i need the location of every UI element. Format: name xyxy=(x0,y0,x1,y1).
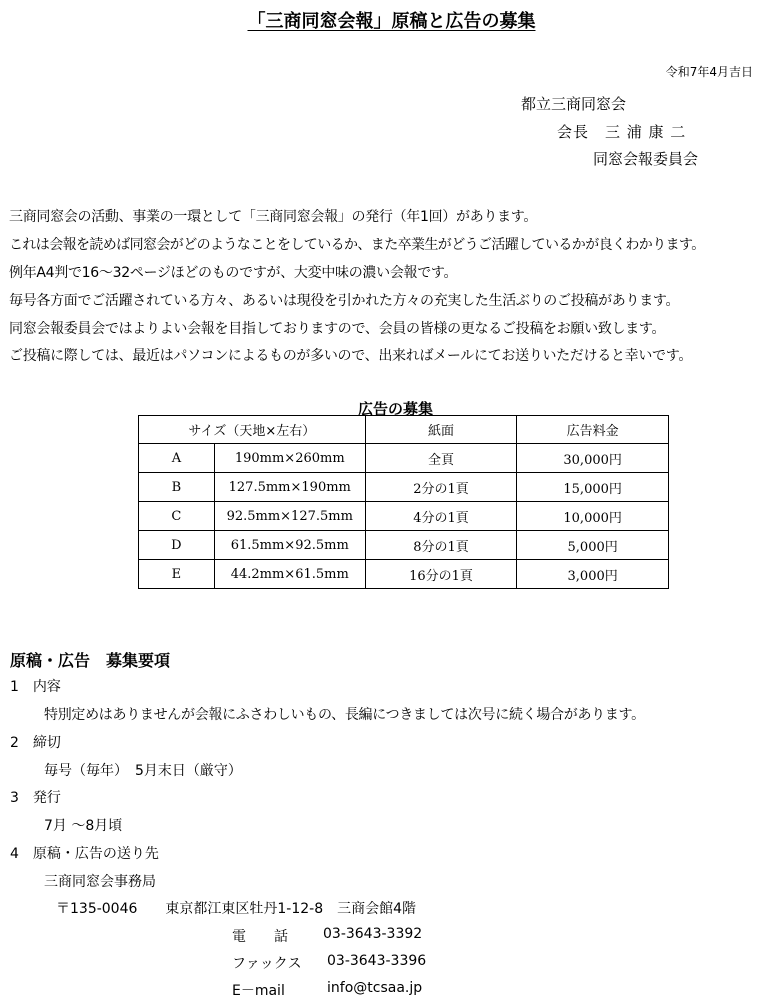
req-heading: 1 内容 xyxy=(10,679,61,695)
issue-date: 令和7年4月吉日 xyxy=(665,65,753,79)
contact-label: E－mail xyxy=(232,983,285,999)
table-row xyxy=(139,560,669,589)
email-link[interactable]: info@tcsaa.jp xyxy=(327,980,423,996)
req-body: 毎号（毎年） 5月末日（厳守） xyxy=(44,763,242,779)
ad-paper: 全頁 xyxy=(365,444,517,473)
ad-paper: 2分の1頁 xyxy=(365,473,517,502)
header-price: 広告料金 xyxy=(517,416,669,444)
req-heading: 3 発行 xyxy=(10,790,61,806)
table-row xyxy=(139,531,669,560)
intro-line: これは会報を読めば同窓会がどのようなことをしているか、また卒業生がどうご活躍しているかが良くわかります。 xyxy=(9,237,705,253)
mailing-address: 〒135-0046 東京都江東区牡丹1-12-8 三商会館4階 xyxy=(56,901,417,917)
ad-price: 30,000円 xyxy=(517,444,669,473)
req-body: 7月 ～8月頃 xyxy=(44,818,123,834)
req-heading: 4 原稿・広告の送り先 xyxy=(10,846,159,862)
table-row xyxy=(139,473,669,502)
ad-price: 5,000円 xyxy=(517,531,669,560)
header-size: サイズ（天地×左右） xyxy=(139,416,366,444)
phone-number: 03-3643-3392 xyxy=(323,926,423,942)
ad-size: 92.5mm×127.5mm xyxy=(214,502,365,531)
ad-section-title: 広告の募集 xyxy=(358,400,434,418)
table-header-row xyxy=(139,416,669,444)
ad-size: 44.2mm×61.5mm xyxy=(214,560,365,589)
ad-paper: 16分の1頁 xyxy=(365,560,517,589)
req-body: 特別定めはありませんが会報にふさわしいもの、長編につきましては次号に続く場合があります。 xyxy=(44,707,645,723)
header-paper: 紙面 xyxy=(365,416,517,444)
intro-line: 例年A4判で16～32ページほどのものですが、大変中味の濃い会報です。 xyxy=(9,265,458,281)
table-row xyxy=(139,502,669,531)
contact-label: ファックス xyxy=(232,956,302,972)
ad-paper: 4分の1頁 xyxy=(365,502,517,531)
ad-code: D xyxy=(139,531,215,560)
ad-price-table xyxy=(138,415,669,589)
ad-size: 190mm×260mm xyxy=(214,444,365,473)
req-body: 三商同窓会事務局 xyxy=(44,874,156,890)
fax-number: 03-3643-3396 xyxy=(327,953,427,969)
table-row xyxy=(139,444,669,473)
page-title: 「三商同窓会報」原稿と広告の募集 xyxy=(247,11,536,32)
sender-president: 会長 三 浦 康 二 xyxy=(557,123,687,141)
req-heading: 2 締切 xyxy=(10,735,61,751)
ad-price: 10,000円 xyxy=(517,502,669,531)
ad-paper: 8分の1頁 xyxy=(365,531,517,560)
intro-line: 毎号各方面でご活躍されている方々、あるいは現役を引かれた方々の充実した生活ぶりのご投稿があります。 xyxy=(9,293,680,309)
sender-committee: 同窓会報委員会 xyxy=(593,150,699,168)
ad-price: 15,000円 xyxy=(517,473,669,502)
ad-size: 61.5mm×92.5mm xyxy=(214,531,365,560)
ad-size: 127.5mm×190mm xyxy=(214,473,365,502)
intro-line: 同窓会報委員会ではよりよい会報を目指しておりますので、会員の皆様の更なるご投稿をお願い致します。 xyxy=(9,321,666,337)
ad-code: A xyxy=(139,444,215,473)
ad-code: B xyxy=(139,473,215,502)
intro-line: ご投稿に際しては、最近はパソコンによるものが多いので、出来ればメールにてお送りいただけると幸いです。 xyxy=(9,348,693,364)
ad-code: C xyxy=(139,502,215,531)
ad-code: E xyxy=(139,560,215,589)
sender-org: 都立三商同窓会 xyxy=(521,95,627,113)
intro-line: 三商同窓会の活動、事業の一環として「三商同窓会報」の発行（年1回）があります。 xyxy=(9,209,538,225)
requirements-title: 原稿・広告 募集要項 xyxy=(10,651,171,670)
ad-price: 3,000円 xyxy=(517,560,669,589)
contact-label: 電 話 xyxy=(232,929,288,945)
